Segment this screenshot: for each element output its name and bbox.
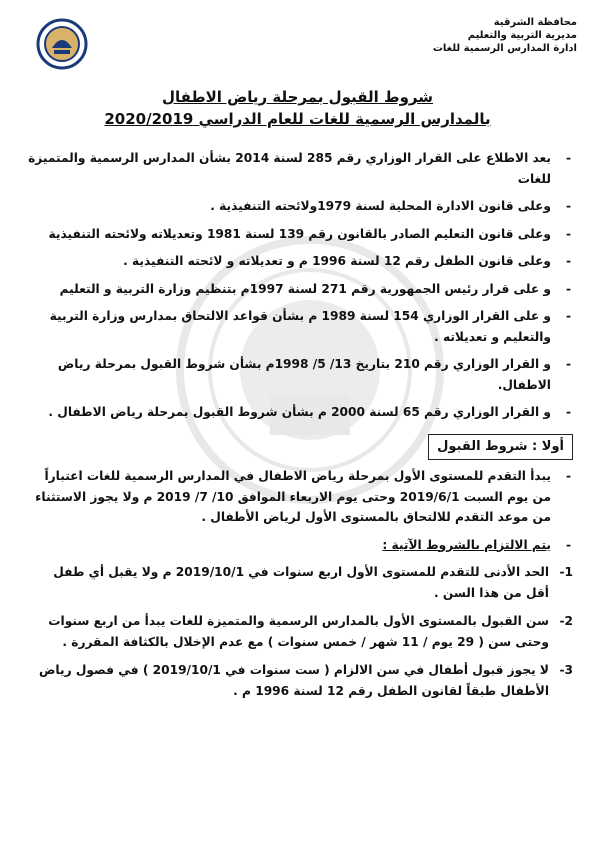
condition-item [28, 562, 573, 603]
item-number: 3- [559, 663, 573, 677]
bullet-mark: - [565, 405, 571, 419]
title-line-1: شروط القبول بمرحلة رياض الاطفال [162, 88, 433, 106]
preamble-item [28, 306, 573, 347]
subheading-text: يتم الالتزام بالشروط الآتية : [382, 537, 551, 552]
header-line: ادارة المدارس الرسمية للغات [432, 43, 577, 54]
preamble-text: و القرار الوزاري رقم 65 لسنة 2000 م بشأن شروط القبول بمرحلة رياض الاطفال . [48, 405, 551, 419]
document-body [28, 148, 573, 709]
bullet-mark: - [565, 199, 571, 213]
bullet-mark: - [565, 281, 571, 296]
bullet-mark: - [565, 254, 571, 268]
bullet-mark: - [565, 309, 571, 323]
section-intro [28, 466, 573, 528]
item-number: 1- [559, 565, 573, 579]
header-line: محافظة الشرقية [493, 17, 577, 28]
section-intro-text: يبدأ التقدم للمستوى الأول بمرحلة رياض الاطفال في المدارس الرسمية للغات اعتباراً من يوم السبت 2019/6/1 وحتى يوم الاربعاء الموافق 10/ 7/ 2019 م ولا يجوز الاستثناء من موعد التقدم للالتحاق بالمستوى الأول لرياض الأطفال . [35, 469, 551, 524]
preamble-text: و على قرار رئيس الجمهورية رقم 271 لسنة 1997م بتنظيم وزارة التربية و التعليم [59, 281, 551, 296]
bullet-mark: - [565, 357, 571, 371]
preamble-item [28, 402, 573, 423]
conditions-subheading [28, 535, 573, 556]
condition-item [28, 660, 573, 701]
bullet-mark: - [565, 469, 571, 483]
preamble-text: و على القرار الوزاري 154 لسنة 1989 م بشأن قواعد الالتحاق بمدارس وزارة التربية والتعليم و تعديلاته . [49, 309, 551, 344]
preamble-item [28, 354, 573, 395]
section-heading: أولا : شروط القبول [428, 434, 573, 461]
issuer-header [427, 16, 577, 55]
preamble-text: وعلى قانون التعليم الصادر بالقانون رقم 139 لسنة 1981 وتعديلاته ولائحته التنفيذية [48, 226, 551, 241]
preamble-item [28, 196, 573, 217]
bullet-mark: - [565, 226, 571, 241]
document-title [0, 86, 595, 130]
preamble-text: وعلى قانون الطفل رقم 12 لسنة 1996 م و تعديلاته و لائحته التنفيذية . [123, 254, 551, 268]
preamble-item [28, 251, 573, 272]
condition-text: الحد الأدنى للتقدم للمستوى الأول اربع سنوات في 2019/10/1 م ولا يقبل أي طفل أقل من هذا السن . [53, 565, 549, 600]
condition-text: لا يجوز قبول أطفال في سن الالزام ( ست سنوات في 2019/10/1 ) في فصول رياض الأطفال طبقاً لقانون الطفل رقم 12 لسنة 1996 م . [39, 663, 549, 698]
preamble-text: و القرار الوزاري رقم 210 بتاريخ 13/ 5/ 1998م بشأن شروط القبول بمرحلة رياض الاطفال. [57, 357, 551, 392]
preamble-text: بعد الاطلاع على القرار الوزاري رقم 285 لسنة 2014 بشأن المدارس الرسمية والمتميزة للغات [28, 151, 551, 186]
item-number: 2- [559, 614, 573, 628]
condition-item [28, 611, 573, 652]
bullet-mark: - [565, 537, 571, 552]
title-line-2: بالمدارس الرسمية للغات للعام الدراسي 2020/2019 [104, 110, 491, 128]
preamble-item [28, 224, 573, 245]
header-line: مديرية التربية والتعليم [467, 30, 577, 41]
ministry-logo-icon [36, 18, 88, 70]
bullet-mark: - [565, 151, 571, 165]
condition-text: سن القبول بالمستوى الأول بالمدارس الرسمية والمتميزة للغات يبدأ من اربع سنوات وحتى سن ( 29 يوم / 11 شهر / خمس سنوات ) مع عدم الإخلال بالكثافة المقررة . [48, 614, 549, 649]
preamble-item [28, 279, 573, 300]
preamble-text: وعلى قانون الادارة المحلية لسنة 1979ولائحته التنفيذية . [210, 199, 551, 213]
preamble-item [28, 148, 573, 189]
